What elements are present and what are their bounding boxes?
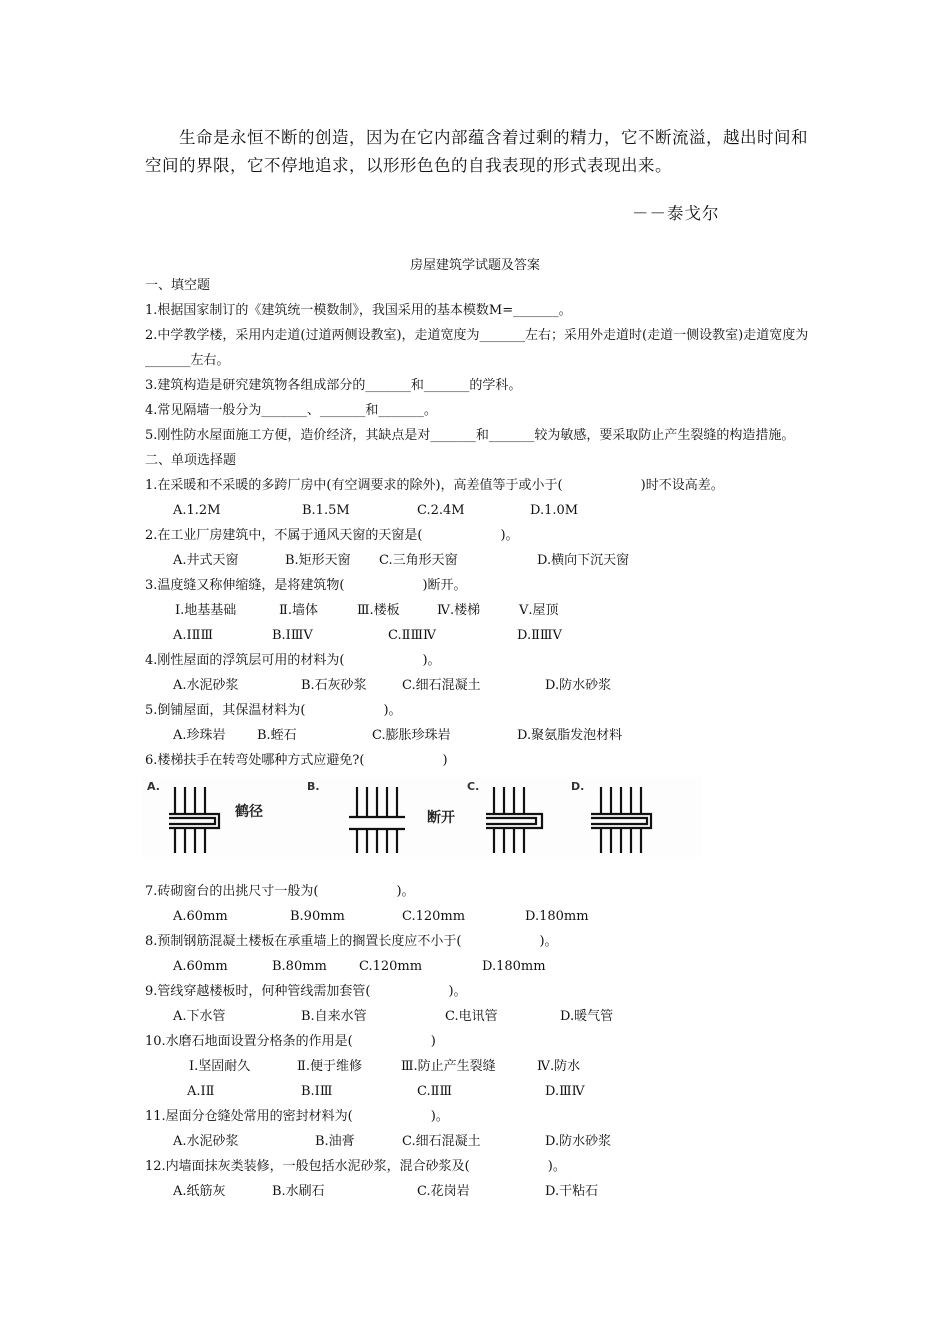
option-d: D.防水砂浆: [545, 1134, 612, 1149]
handrail-diagram-c: [486, 785, 548, 855]
option-b: B.80mm: [272, 959, 327, 974]
choice-question-10: 10.水磨石地面设置分格条的作用是( ): [145, 1034, 436, 1049]
option-a: A.下水管: [173, 1009, 226, 1024]
option-c: C.120mm: [359, 959, 423, 974]
option-c: C.ⅡⅢ: [417, 1084, 452, 1099]
roman-item: Ⅱ.墙体: [279, 603, 318, 618]
choice-question-12: 12.内墙面抹灰类装修，一般包括水泥砂浆，混合砂浆及( )。: [145, 1159, 566, 1174]
option-d: D.暖气管: [560, 1009, 614, 1024]
handrail-diagram-a: [169, 785, 231, 855]
roman-item: Ⅳ.防水: [537, 1059, 581, 1074]
options-q10: [145, 1079, 810, 1104]
option-d: D.180mm: [482, 959, 546, 974]
option-a: A.珍珠岩: [173, 728, 226, 743]
option-d: D.防水砂浆: [545, 678, 612, 693]
option-b: B.蛭石: [257, 728, 297, 743]
option-b: B.ⅠⅢ: [301, 1084, 333, 1099]
options-q2: [145, 548, 810, 573]
options-q7: [145, 904, 810, 929]
options-q1: [145, 498, 810, 523]
option-b: B.1.5M: [302, 503, 350, 518]
option-d: D.1.0M: [530, 503, 579, 518]
option-a: A.60mm: [173, 959, 228, 974]
option-d: D.横向下沉天窗: [537, 553, 630, 568]
roman-items-q3: [145, 598, 810, 623]
choice-question-9: 9.管线穿越楼板时，何种管线需加套管( )。: [145, 984, 467, 999]
roman-item: Ⅴ.屋顶: [519, 603, 559, 618]
roman-item: Ⅰ.坚固耐久: [189, 1059, 251, 1074]
option-d: D.180mm: [525, 909, 589, 924]
option-a: A.水泥砂浆: [173, 678, 239, 693]
fill-question-4: 4.常见隔墙一般分为_______、_______和_______。: [145, 403, 437, 418]
option-a: A.井式天窗: [173, 553, 239, 568]
roman-item: Ⅲ.防止产生裂缝: [401, 1059, 496, 1074]
option-b: B.水刷石: [272, 1184, 325, 1199]
roman-item: Ⅰ.地基基础: [175, 603, 237, 618]
option-c: C.电讯管: [445, 1009, 498, 1024]
choice-question-4: 4.刚性屋面的浮筑层可用的材料为( )。: [145, 653, 441, 668]
option-b: B.矩形天窗: [285, 553, 351, 568]
option-c: C.2.4M: [417, 503, 465, 518]
option-d: D.ⅡⅢⅤ: [517, 628, 562, 643]
roman-item: Ⅲ.楼板: [357, 603, 400, 618]
option-c: C.细石混凝土: [402, 678, 481, 693]
option-a: A.纸筋灰: [173, 1184, 226, 1199]
figure-label-c: C.: [467, 780, 480, 793]
option-c: C.细石混凝土: [402, 1134, 481, 1149]
section-heading-choice: 二、单项选择题: [145, 453, 237, 468]
option-a: A.ⅠⅡⅢ: [173, 628, 214, 643]
option-c: C.ⅡⅢⅣ: [388, 628, 436, 643]
figure-label-b: B.: [307, 780, 320, 793]
option-c: C.膨胀珍珠岩: [372, 728, 451, 743]
option-c: C.三角形天窗: [379, 553, 458, 568]
options-q11: [145, 1129, 810, 1154]
fill-question-5: 5.刚性防水屋面施工方便，造价经济，其缺点是对_______和_______较为敏感，要采取防止产生裂缝的构造措施。: [145, 428, 795, 443]
option-b: B.油膏: [315, 1134, 355, 1149]
option-b: B.石灰砂浆: [301, 678, 367, 693]
option-b: B.90mm: [290, 909, 345, 924]
option-d: D.聚氨脂发泡材料: [517, 728, 623, 743]
exam-content: [145, 273, 810, 1204]
options-q8: [145, 954, 810, 979]
options-q12: [145, 1179, 810, 1204]
document-title: 房屋建筑学试题及答案: [409, 258, 540, 273]
option-d: D.ⅢⅣ: [545, 1084, 585, 1099]
choice-question-6: 6.楼梯扶手在转弯处哪种方式应避免?( ): [145, 753, 448, 768]
choice-question-8: 8.预制钢筋混凝土楼板在承重墙上的搁置长度应不小于( )。: [145, 934, 558, 949]
epigraph-author: －－泰戈尔: [632, 204, 720, 223]
option-c: C.120mm: [402, 909, 466, 924]
handrail-diagram-d: [591, 785, 657, 855]
option-b: B.自来水管: [301, 1009, 367, 1024]
choice-question-1: 1.在采暖和不采暖的多跨厂房中(有空调要求的除外)，高差值等于或小于( )时不设高差。: [145, 478, 724, 493]
fill-question-2: 2.中学教学楼，采用内走道(过道两侧设教室)，走道宽度为_______左右；采用外走道时(走道一侧设教室)走道宽度为_______左右。: [145, 328, 809, 368]
roman-items-q10: [145, 1054, 810, 1079]
option-b: B.ⅠⅢⅤ: [272, 628, 313, 643]
options-q4: [145, 673, 810, 698]
options-q5: [145, 723, 810, 748]
option-a: A.ⅠⅡ: [187, 1084, 215, 1099]
choice-question-11: 11.屋面分仓缝处常用的密封材料为( )。: [145, 1109, 449, 1124]
choice-question-5: 5.倒铺屋面，其保温材料为( )。: [145, 703, 402, 718]
option-d: D.干粘石: [545, 1184, 599, 1199]
roman-item: Ⅳ.楼梯: [437, 603, 481, 618]
figure-label-a: A.: [147, 780, 160, 793]
section-heading-fill-in: 一、填空题: [145, 278, 211, 293]
figure-word-crane-neck: 鹤径: [235, 804, 263, 820]
option-a: A.水泥砂浆: [173, 1134, 239, 1149]
choice-question-7: 7.砖砌窗台的出挑尺寸一般为( )。: [145, 884, 415, 899]
option-a: A.1.2M: [173, 503, 221, 518]
figure-label-d: D.: [571, 780, 585, 793]
choice-question-3: 3.温度缝又称伸缩缝，是将建筑物( )断开。: [145, 578, 467, 593]
fill-question-3: 3.建筑构造是研究建筑物各组成部分的_______和_______的学科。: [145, 378, 522, 393]
roman-item: Ⅱ.便于维修: [297, 1059, 362, 1074]
options-q9: [145, 1004, 810, 1029]
epigraph-quote: 生命是永恒不断的创造，因为在它内部蕴含着过剩的精力，它不断流溢，越出时间和空间的界限，它不停地追求，以形形色色的自我表现的形式表现出来。: [145, 128, 808, 175]
options-q3: [145, 623, 810, 648]
choice-question-2: 2.在工业厂房建筑中，不属于通风天窗的天窗是( )。: [145, 528, 519, 543]
option-a: A.60mm: [173, 909, 228, 924]
fill-question-1: 1.根据国家制订的《建筑统一模数制》，我国采用的基本模数M=_______。: [145, 303, 572, 318]
handrail-diagram-b: [349, 785, 411, 855]
figure-word-break: 断开: [427, 810, 455, 826]
handrail-figure: [141, 777, 701, 857]
option-c: C.花岗岩: [417, 1184, 470, 1199]
